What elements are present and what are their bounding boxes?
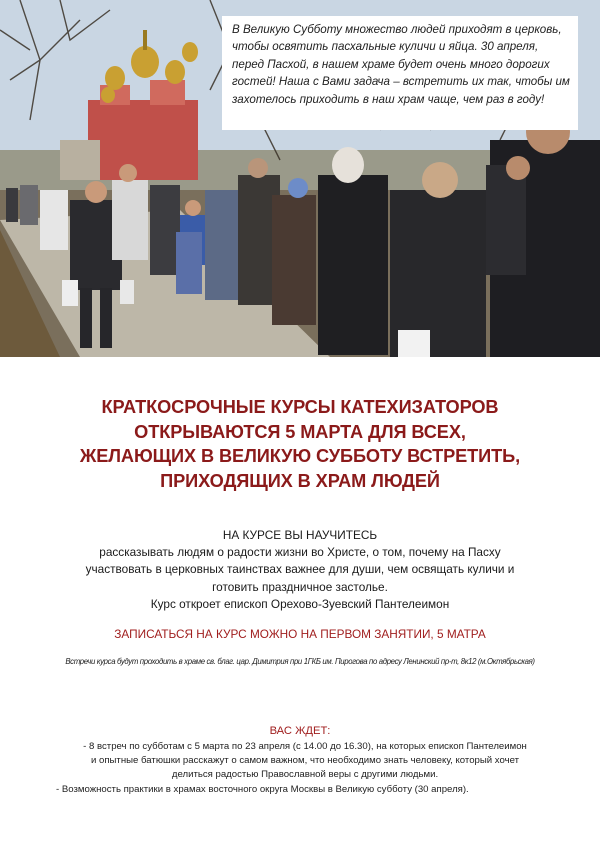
awaits-list	[50, 740, 560, 797]
course-line: рассказывать людям о радости жизни во Христе, о том, почему на Пасху	[99, 545, 501, 560]
course-description	[40, 527, 560, 613]
list-item: - Возможность практики в храмах восточного округа Москвы в Великую субботу (30 апреля).	[56, 783, 469, 795]
easter-queue-photo	[0, 0, 600, 357]
awaits-heading: ВАС ЖДЕТ:	[269, 725, 331, 737]
course-heading: НА КУРСЕ ВЫ НАУЧИТЕСЬ	[222, 528, 378, 542]
headline-line: ЖЕЛАЮЩИХ В ВЕЛИКУЮ СУББОТУ ВСТРЕТИТЬ,	[79, 446, 521, 466]
course-line: готовить праздничное застолье.	[212, 579, 388, 594]
headline-line: КРАТКОСРОЧНЫЕ КУРСЫ КАТЕХИЗАТОРОВ	[101, 397, 499, 417]
quote-text: В Великую Субботу множество людей приходят в церковь, чтобы освятить пасхальные куличи и яйца. 30 апреля, перед Пасхой, в нашем храме будет очень много дорогих гостей! Наша с Вами задача – встретить их так, чтобы им захотелось приходить в наш храм чаще, чем раз в году!	[232, 23, 570, 106]
quote-box	[222, 16, 578, 130]
list-item-line: делиться радостью Православной веры с другими людьми.	[171, 769, 439, 781]
meeting-location: Встречи курса будут проходить в храме св. благ. цар. Димитрия при 1ГКБ им. Пирогова по адресу Ленинский пр-т, 8к12 (м.Октябрьская)	[65, 657, 535, 666]
course-opener: Курс откроет епископ Орехово-Зуевский Пантелеимон	[150, 596, 450, 611]
headline-line: ОТКРЫВАЮТСЯ 5 МАРТА ДЛЯ ВСЕХ,	[134, 421, 466, 442]
list-item-line: - 8 встреч по субботам с 5 марта по 23 апреля (с 14.00 до 16.30), на которых епископ Пантелеимон	[83, 741, 527, 752]
signup-notice: ЗАПИСАТЬСЯ НА КУРС МОЖНО НА ПЕРВОМ ЗАНЯТИИ, 5 МАТРА	[114, 627, 486, 641]
course-line: участвовать в церковных таинствах важнее для души, чем освящать куличи и	[85, 562, 515, 577]
list-item-line: и опытные батюшки расскажут о самом важном, что необходимо знать человеку, который хочет	[90, 755, 520, 767]
headline-line: ПРИХОДЯЩИХ В ХРАМ ЛЮДЕЙ	[160, 470, 440, 491]
headline	[40, 395, 560, 493]
